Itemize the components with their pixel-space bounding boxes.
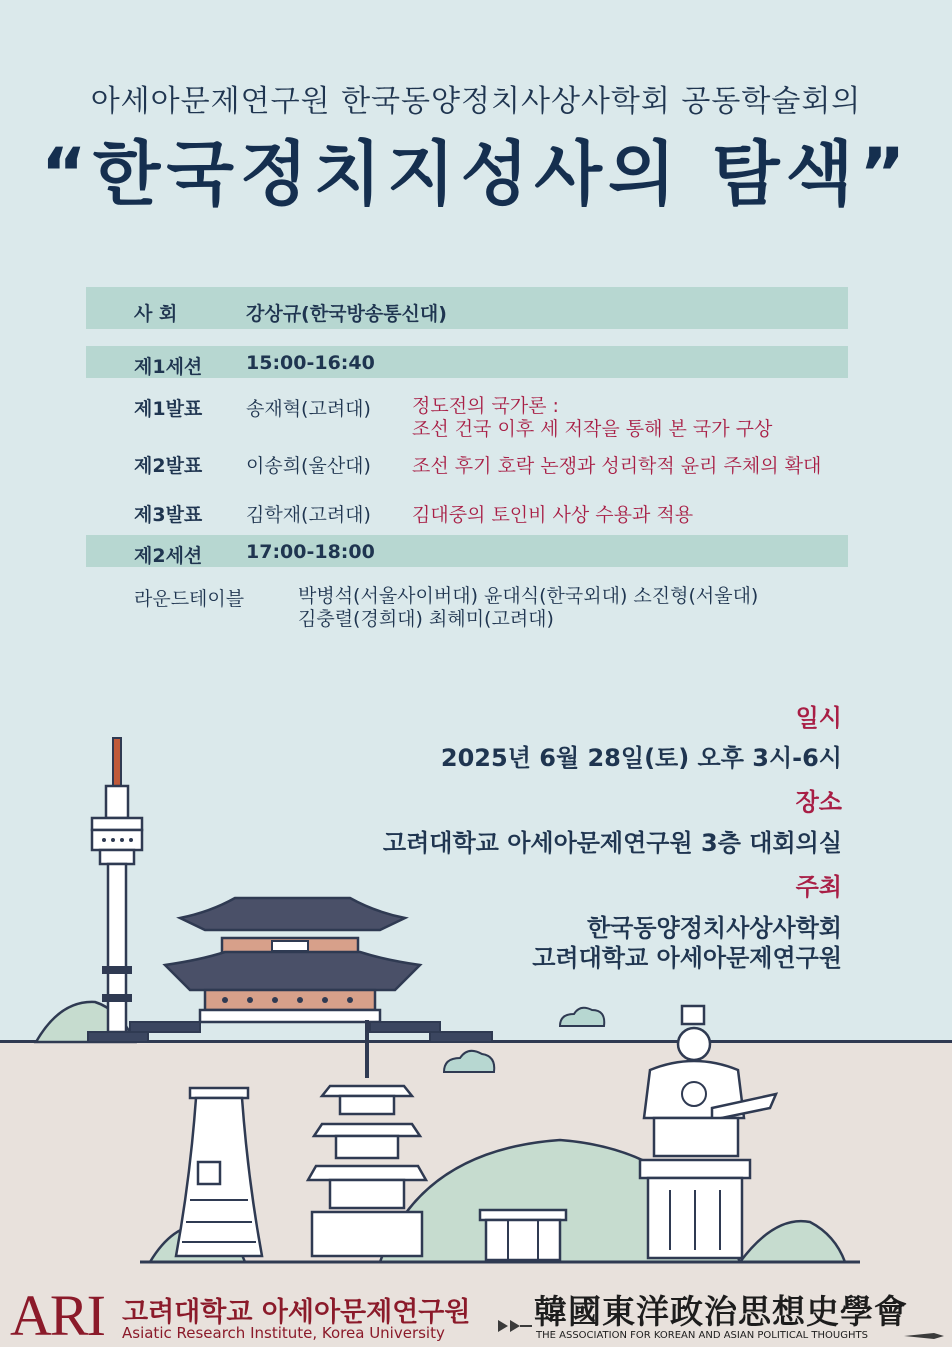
date-value: 2025년 6월 28일(토) 오후 3시-6시 (440, 744, 842, 772)
ari-english-name: Asiatic Research Institute, Korea University (122, 1324, 445, 1342)
roundtable-line1: 박병석(서울사이버대) 윤대식(한국외대) 소진형(서울대) (298, 585, 759, 607)
host-line1: 한국동양정치사상사학회 (586, 914, 842, 942)
session1-time: 15:00-16:40 (246, 352, 375, 374)
session2-label: 제2세션 (134, 545, 203, 567)
date-heading: 일시 (795, 704, 842, 732)
place-heading: 장소 (795, 788, 842, 816)
pen-tip-icon (904, 1330, 944, 1342)
poster-subtitle: 아세아문제연구원 한국동양정치사상사학회 공동학술회의 (90, 84, 862, 119)
ari-logo (10, 1283, 490, 1347)
host-heading: 주최 (795, 873, 842, 901)
moderator-value: 강상규(한국방송통신대) (246, 303, 447, 325)
session2-time: 17:00-18:00 (246, 541, 375, 563)
hill-shape (740, 1221, 845, 1262)
small-gate-icon (480, 1210, 566, 1260)
palace-gate-icon (88, 898, 492, 1042)
moderator-label: 사 회 (134, 303, 178, 325)
seoul-tower-icon (92, 738, 142, 1032)
talk1-label: 제1발표 (134, 398, 203, 420)
session1-label: 제1세션 (134, 356, 203, 378)
cloud-icon (560, 1008, 604, 1026)
talk2-title: 조선 후기 호락 논쟁과 성리학적 윤리 주체의 확대 (412, 455, 822, 477)
cloud-icon (444, 1051, 494, 1072)
talk3-title: 김대중의 토인비 사상 수용과 적용 (412, 504, 694, 526)
talk1-title-line1: 정도전의 국가론 : (412, 395, 559, 417)
place-value: 고려대학교 아세아문제연구원 3층 대회의실 (382, 829, 842, 857)
talk2-presenter: 이송희(울산대) (246, 455, 371, 477)
talk2-label: 제2발표 (134, 455, 203, 477)
host-line2: 고려대학교 아세아문제연구원 (532, 944, 842, 972)
pagoda-icon (308, 1020, 426, 1256)
ari-korean-name: 고려대학교 아세아문제연구원 (122, 1297, 471, 1328)
roundtable-label: 라운드테이블 (134, 588, 245, 610)
king-statue-icon (640, 1006, 776, 1258)
poster-title: “한국정치지성사의 탐색” (40, 133, 912, 215)
arrow-chevron-icon (496, 1286, 532, 1346)
talk1-presenter: 송재혁(고려대) (246, 398, 371, 420)
ari-mark: ARI (10, 1283, 104, 1347)
talk3-presenter: 김학재(고려대) (246, 504, 371, 526)
roundtable-line2: 김충렬(경희대) 최혜미(고려대) (298, 608, 554, 630)
association-hanja-name: 韓國東洋政治思想史學會 (534, 1292, 908, 1331)
cheomseongdae-icon (176, 1088, 262, 1256)
talk1-title-line2: 조선 건국 이후 세 저작을 통해 본 국가 구상 (412, 418, 773, 440)
association-logo (496, 1286, 946, 1346)
association-english-name: THE ASSOCIATION FOR KOREAN AND ASIAN POLITICAL THOUGHTS (536, 1330, 868, 1341)
talk3-label: 제3발표 (134, 504, 203, 526)
